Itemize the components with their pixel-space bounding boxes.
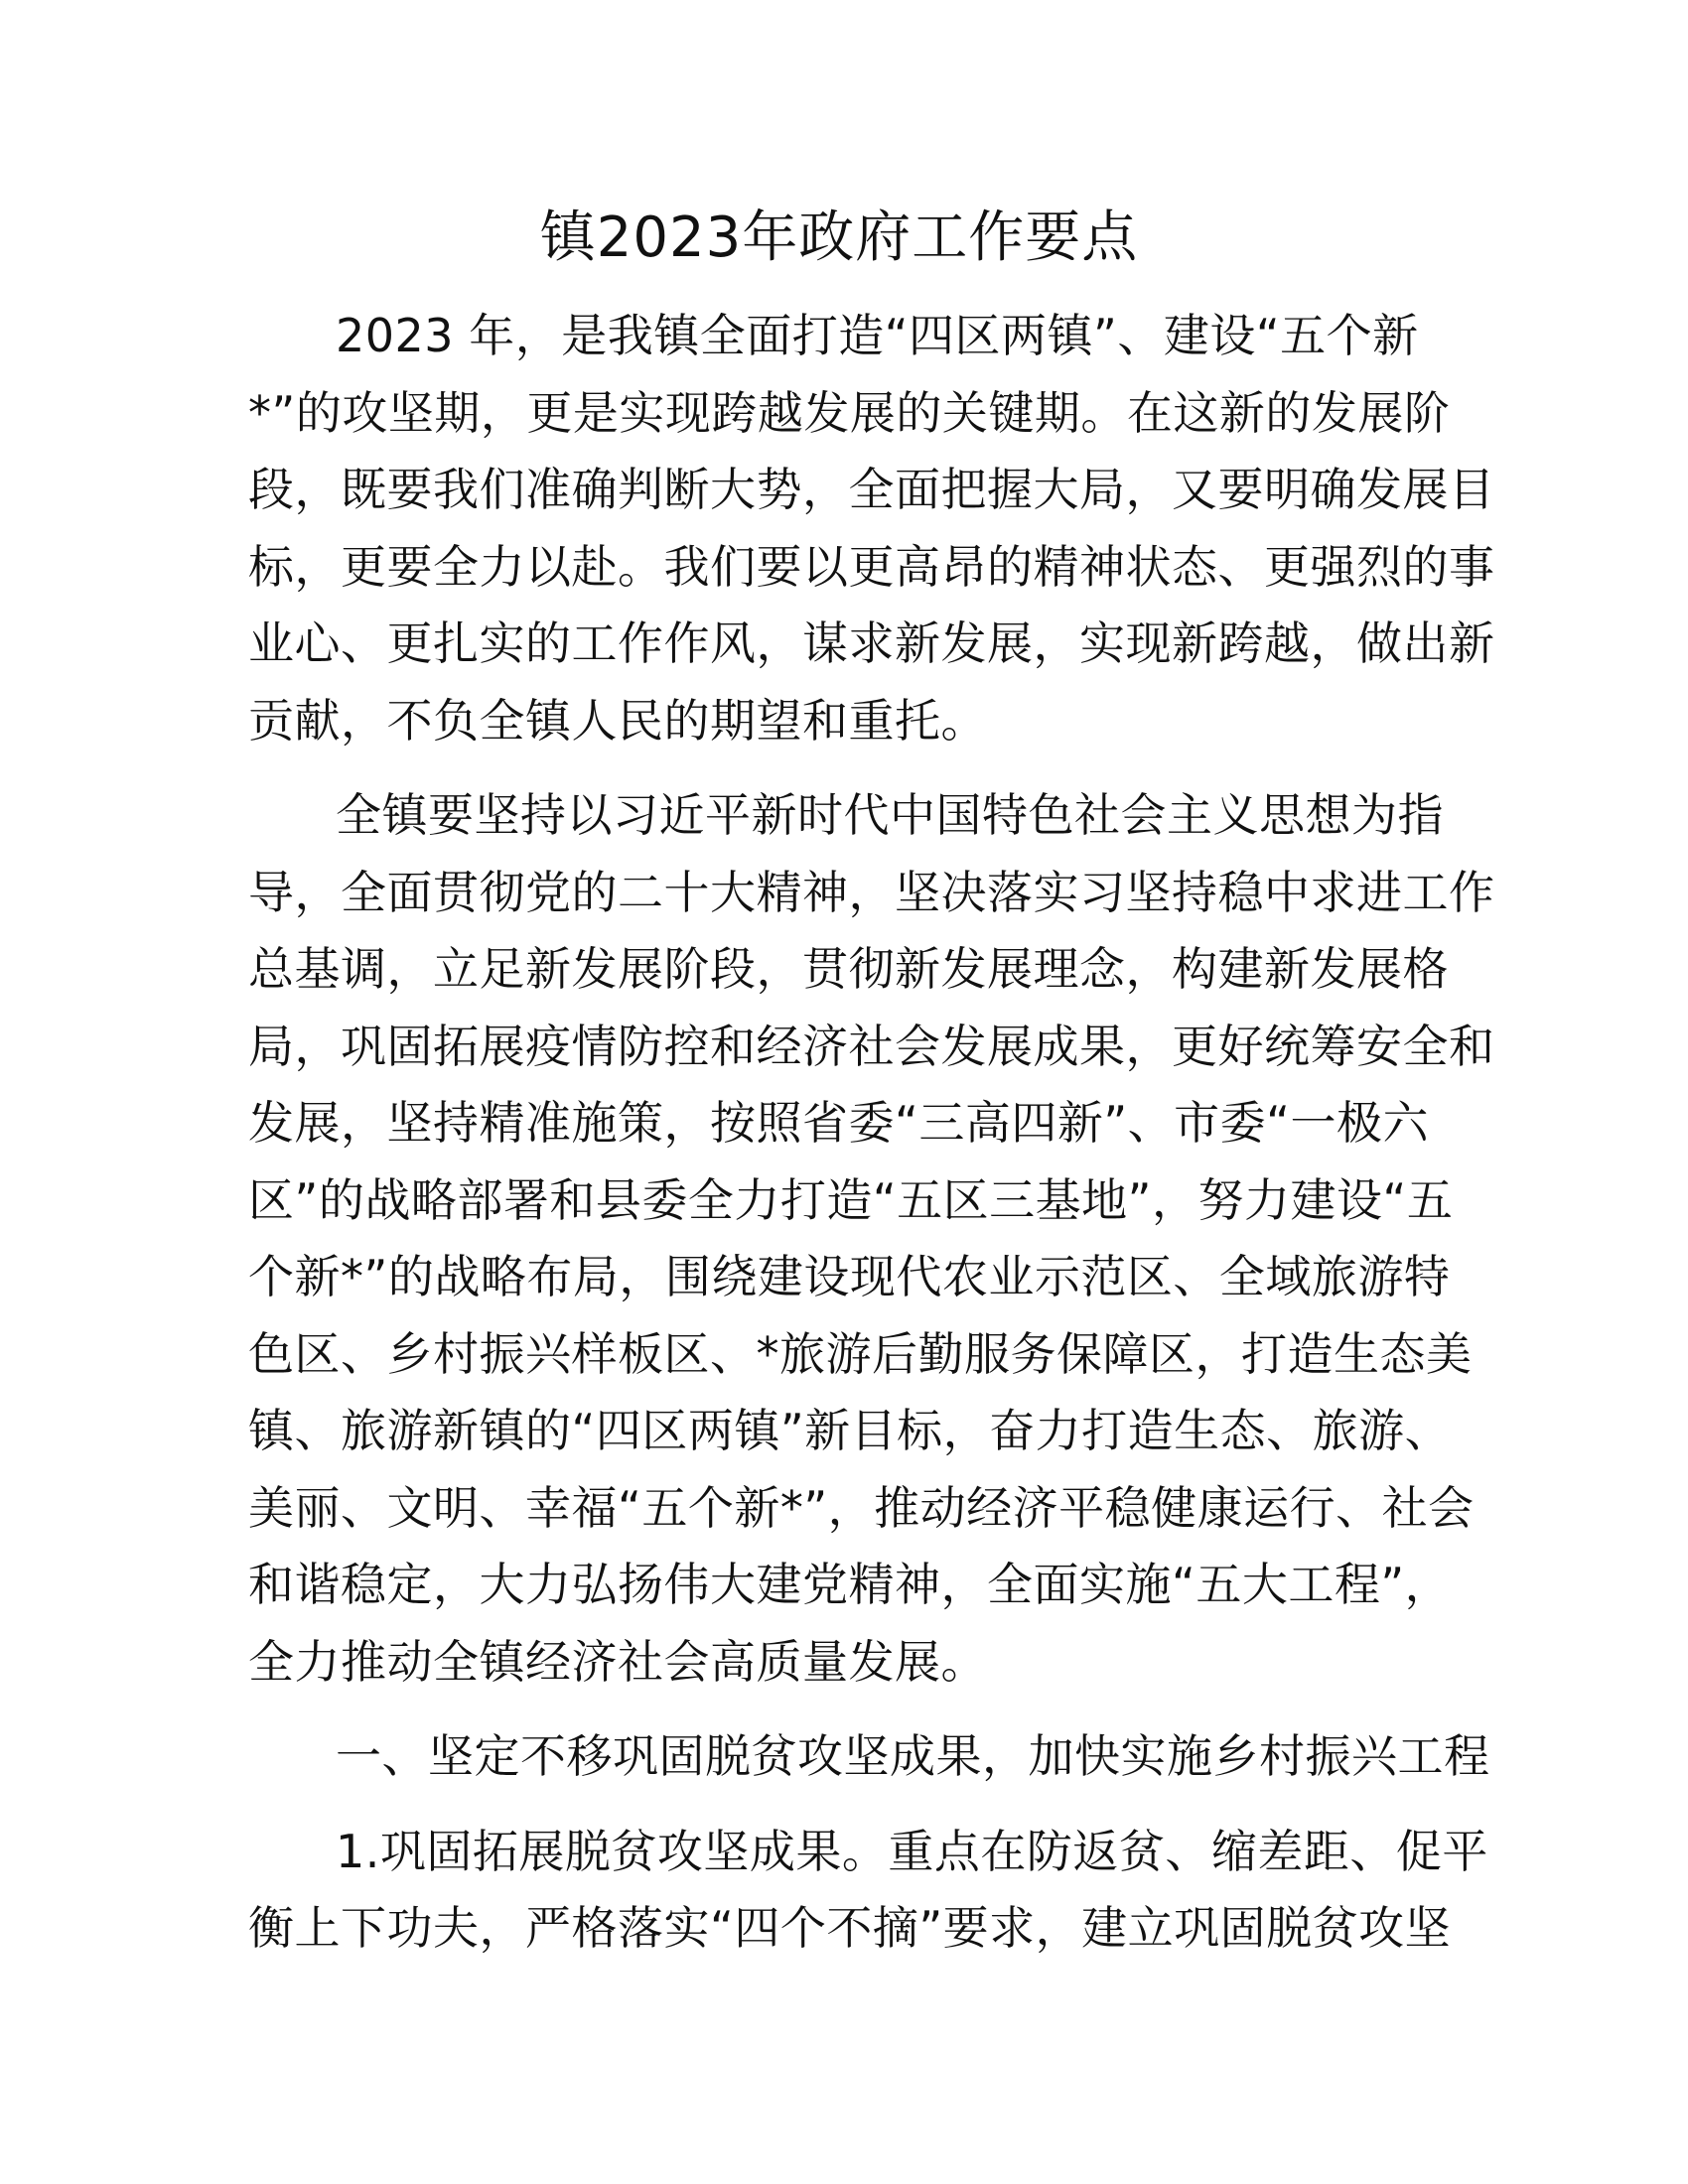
text-line: 镇、旅游新镇的“四区两镇”新目标，奋力打造生态、旅游、 xyxy=(248,1404,1452,1457)
text-line: 总基调，立足新发展阶段，贯彻新发展理念，构建新发展格 xyxy=(248,942,1449,996)
text-line: 贡献，不负全镇人民的期望和重托。 xyxy=(248,693,987,748)
document-title: 镇2023年政府工作要点 xyxy=(539,205,1139,270)
text-line: 局，巩固拓展疫情防控和经济社会发展成果，更好统筹安全和 xyxy=(248,1019,1495,1073)
text-line: 和谐稳定，大力弘扬伟大建党精神，全面实施“五大工程”， xyxy=(248,1558,1452,1611)
text-line: 区”的战略部署和县委全力打造“五区三基地”，努力建设“五 xyxy=(248,1172,1454,1227)
text-line: 导，全面贯彻党的二十大精神，坚决落实习坚持稳中求进工作 xyxy=(248,865,1495,919)
text-line: 段，既要我们准确判断大势，全面把握大局，又要明确发展目 xyxy=(248,463,1495,516)
text-line: 2023 年，是我镇全面打造“四区两镇”、建设“五个新 xyxy=(336,309,1419,362)
text-line: 个新*”的战略布局，围绕建设现代农业示范区、全域旅游特 xyxy=(248,1250,1451,1303)
text-line: 发展，坚持精准施策，按照省委“三高四新”、市委“一极六 xyxy=(248,1096,1429,1150)
section-heading-1 xyxy=(248,1718,1490,1796)
text-line: *”的攻坚期，更是实现跨越发展的关键期。在这新的发展阶 xyxy=(248,385,1451,440)
text-line: 美丽、文明、幸福“五个新*”，推动经济平稳健康运行、社会 xyxy=(248,1480,1475,1535)
text-line: 业心、更扎实的工作作风，谋求新发展，实现新跨越，做出新 xyxy=(248,616,1495,670)
paragraph-guiding-principles xyxy=(248,777,1495,1701)
text-line: 一、坚定不移巩固脱贫攻坚成果，加快实施乡村振兴工程 xyxy=(336,1729,1490,1783)
text-line: 色区、乡村振兴样板区、*旅游后勤服务保障区，打造生态美 xyxy=(248,1326,1473,1381)
document-body xyxy=(248,298,1495,1968)
text-line: 标，更要全力以赴。我们要以更高昂的精神状态、更强烈的事 xyxy=(248,539,1495,594)
paragraph-intro xyxy=(248,298,1495,759)
text-line: 1.巩固拓展脱贫攻坚成果。重点在防返贫、缩差距、促平 xyxy=(336,1824,1488,1878)
text-line: 全镇要坚持以习近平新时代中国特色社会主义思想为指 xyxy=(336,788,1444,842)
text-line: 衡上下功夫，严格落实“四个不摘”要求，建立巩固脱贫攻坚 xyxy=(248,1901,1452,1955)
paragraph-item-1 xyxy=(248,1814,1488,1968)
text-line: 全力推动全镇经济社会高质量发展。 xyxy=(248,1634,987,1689)
